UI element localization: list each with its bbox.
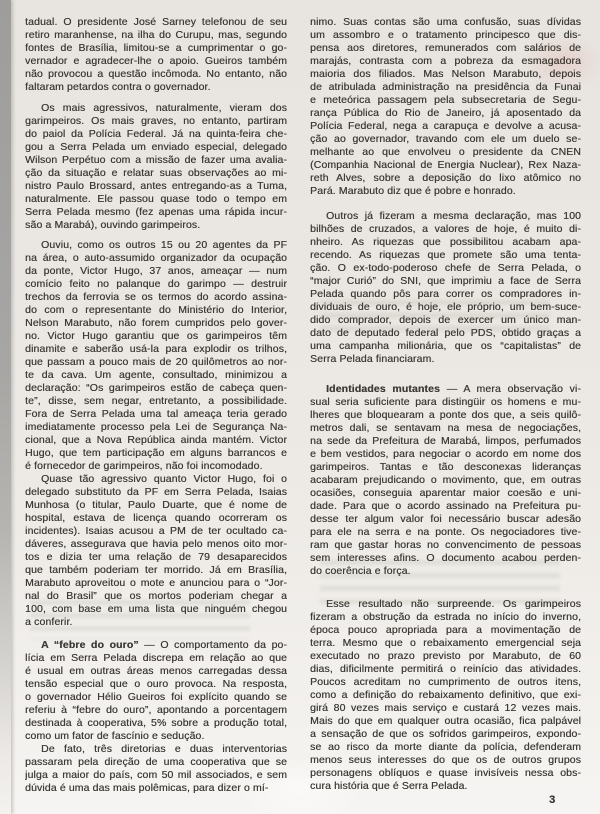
text-line: fizeram a obstrução da estrada no início do inverno, [310, 611, 581, 623]
text-line: tos e dizia ter uma relação de 79 desaparecidos [25, 551, 287, 563]
text-line: comício feito no palanque do garimpo — destruir [25, 278, 287, 290]
text-line: dinamite e saberão usá-la para explodir os trilhos, [25, 343, 287, 355]
paragraph [310, 598, 581, 793]
text-line: a sensação de que os sofridos garimpeiros, expondo- [310, 728, 581, 740]
text-line: do com o representante do Ministério do Interior, [25, 304, 287, 316]
text-line: pensa aos diretores, remunerados com salários de [310, 42, 581, 54]
text-line: ção da situação e relatar suas observações ao mi- [25, 167, 287, 179]
text-line: do coerência e força. [310, 565, 411, 577]
text-line: dáveres, assegurava que havia pelo menos oito mor- [25, 538, 287, 550]
text-line: Munhosa (o titular, Paulo Duarte, que é nome de [25, 499, 287, 511]
text-line: marajás, contrasta com a pobreza da esmagadora [310, 55, 581, 67]
text-line: nal do Brasil” que os mortos poderiam chegar a [25, 590, 287, 602]
text-line: girá 80 vezes mais serviço e custará 12 vezes mais. [310, 702, 581, 714]
text-line: é usual em outras áreas menos carregadas dessa [25, 665, 287, 677]
text-line: é fornecedor de garimpeiros, não foi incomodado. [25, 460, 263, 472]
text-line: menos seus interesses do que os de outros grupos [310, 754, 581, 766]
text-line: Wilson Perpétuo com a missão de fazer uma avalia- [25, 154, 287, 166]
text-line: como a definição do rebaixamento definitivo, que exi- [310, 689, 581, 701]
text-line: ção ao governador, travando com ele um duelo se- [310, 133, 581, 145]
text-line: a conferir. [25, 616, 73, 628]
text-line: gou a Serra Pelada um enviado especial, delegado [25, 141, 287, 153]
text-line: personagens oblíquos e quase invisíveis nessa obs- [310, 767, 581, 779]
scanner-edge-strip [0, 0, 11, 814]
text-line: sual seria suficiente para distingüir os homens e mu- [310, 396, 581, 408]
text-line: maioria dos filiados. Mas Nelson Marabuto, depois [310, 68, 581, 80]
text-line: se ao risco da morte diante da polícia, defenderam [310, 741, 581, 753]
text-line: metros dali, se sentavam na mesa de negociações, [310, 422, 581, 434]
text-line: sem interesses afins. O documento acabou perden- [310, 552, 581, 564]
text-line: época pouco apropriada para a movimentação de [310, 624, 581, 636]
text-line: e bem vestidos, para negociar o acordo em nome dos [310, 448, 581, 460]
text-line: uma campanha milionária, que os “capitalistas” de [310, 340, 581, 352]
text-line: para ele na serra e na ponte. Os negociadores tive- [310, 526, 581, 538]
text-line: Esse resultado não surpreende. Os garimpeiros [326, 598, 581, 610]
paragraph [25, 102, 287, 232]
text-line: terra. Mesmo que o rebaixamento emergencial seja [310, 637, 581, 649]
text-line: tensão especial que o ouro provoca. Na resposta, [25, 678, 287, 690]
text-line: retiro maranhense, na ilha do Curupu, mas, segundo [25, 29, 287, 41]
text-line: recendo. As riquezas que promete são uma tenta- [310, 249, 581, 261]
text-line: vernador e agradecer-lhe o apoio. Gueiros também [25, 55, 287, 67]
text-line: te”, disse, sem negar, entretanto, a possibilidade. [25, 395, 287, 407]
text-line: te da cava. Um agente, consultado, minimizou a [25, 369, 287, 381]
text-line: como um fator de fascínio e sedução. [25, 730, 205, 742]
text-line: garimpeiros. Tantas e tão desconexas lideranças [310, 461, 581, 473]
text-line: trechos da ferrovia se os termos do acordo assina- [25, 291, 287, 303]
text-line: Pelada quando pôs para correr os compradores in- [310, 288, 581, 300]
paragraph [25, 16, 287, 94]
text-line: imediatamente processo pela Lei de Segurança Na- [25, 421, 287, 433]
text-line: cura história que é Serra Pelada. [310, 780, 468, 792]
text-line: Outros já fizeram a mesma declaração, mas 100 [326, 210, 581, 222]
text-line: Identidades mutantes — A mera observação vi- [326, 383, 581, 395]
text-line: no. Victor Hugo garantiu que os garimpeiros têm [25, 330, 287, 342]
text-line: executado no prazo previsto por Marabuto, de 60 [310, 650, 581, 662]
text-line: tadual. O presidente José Sarney telefonou de seu [25, 16, 287, 28]
text-line: “major Curió” do SNI, que imprimiu a face de Serra [310, 275, 581, 287]
text-line: acabaram prejudicando o movimento, que, em outras [310, 474, 581, 486]
text-line: do paiol da Polícia Federal. Já na quinta-feira che- [25, 128, 287, 140]
text-line: reth Alves, sobre a deposição do lixo atômico no [310, 172, 581, 184]
text-line: de atribulada administração na presidência da Funai [310, 81, 581, 93]
text-line: referiu à “febre do ouro”, apontando a porcentagem [25, 704, 287, 716]
text-line: cional, que a Nova República ainda mantém. Victor [25, 434, 287, 446]
text-line: hospital, estava de licença quando ocorreram os [25, 512, 287, 524]
text-line: fontes de Brasília, limitou-se a cumprimentar o go- [25, 42, 287, 54]
text-line: e meteórica passagem pela subsecretaria de Segu- [310, 94, 581, 106]
text-line: Serra Pelada financiaram. [310, 353, 435, 365]
text-line: desse ter algum valor foi necessário buscar adesão [310, 513, 581, 525]
text-line: rança Pública do Rio de Janeiro, já aposentado da [310, 107, 581, 119]
text-line: passaram pela direção de uma cooperativa que se [25, 756, 287, 768]
paragraph [310, 210, 581, 366]
text-line: o governador Hélio Gueiros foi explícito quando se [25, 691, 287, 703]
paragraph-febre-do-ouro [25, 639, 287, 743]
paragraph [310, 16, 581, 198]
text-line: declaração: “Os garimpeiros estão de cabeça quen- [25, 382, 287, 394]
text-line: Mais do que em qualquer outra ocasião, fica palpável [310, 715, 581, 727]
text-line: Ouviu, como os outros 15 ou 20 agentes da PF [41, 239, 287, 251]
text-line: dade. Para que o acordo assinado na Prefeitura pu- [310, 500, 581, 512]
text-line: 100, com base em uma lista que ninguém chegou [25, 603, 287, 615]
text-line: dúvida é uma das mais polêmicas, para dizer o mí- [25, 782, 269, 794]
text-line: A “febre do ouro” — O comportamento da po- [41, 639, 287, 651]
text-line: naturalmente. Ele passou quase todo o tempo em [25, 193, 287, 205]
text-line: que também poderiam ter morrido. Já em Brasília, [25, 564, 287, 576]
text-line: delegado substituto da PF em Serra Pelada, Isaias [25, 486, 287, 498]
text-line: dias, dificilmente permitirá o reinício das atividades. [310, 663, 581, 675]
text-line: Poucos acreditam no cumprimento de outros itens, [310, 676, 581, 688]
paragraph [25, 743, 287, 795]
text-column-left [25, 16, 287, 795]
text-line: nheiro. As riquezas que possibilitou acabam apa- [310, 236, 581, 248]
text-line: Polícia Federal, nega a carapuça e devolve a acusa- [310, 120, 581, 132]
text-line: ocasiões, conseguia aparentar maior coesão e uni- [310, 487, 581, 499]
paragraph-identidades-mutantes [310, 383, 581, 578]
text-line: faltaram petardos contra o governador. [25, 81, 211, 93]
text-line: que passam a pouco mais de 20 quilômetros ao nor- [25, 356, 287, 368]
text-line: incidentes). Isaias acusou a PM de ter ocultado ca- [25, 525, 287, 537]
text-line: julga a maior do país, com 50 mil associados, e sem [25, 769, 287, 781]
text-line: Pará. Marabuto diz que é pobre e honrado. [310, 185, 516, 197]
text-line: da ponte, Victor Hugo, 37 anos, ameaçar — num [25, 265, 287, 277]
text-line: garimpeiros. Os mais graves, no entanto, partiram [25, 115, 287, 127]
text-line: não provocou a questão incômoda. No entanto, não [25, 68, 287, 80]
text-line: De fato, três diretorias e duas interventorias [41, 743, 287, 755]
text-line: dido comprador, depois de exercer um único man- [310, 314, 581, 326]
text-line: (Companhia Nacional de Energia Nuclear), Rex Naza- [310, 159, 581, 171]
text-line: na sede da Prefeitura de Marabá, limpos, perfumados [310, 435, 581, 447]
text-line: na área, o auto-assumido organizador da ocupação [25, 252, 287, 264]
text-line: bilhões de cruzados, a valores de hoje, é muito di- [310, 223, 581, 235]
text-line: Fora de Serra Pelada uma tal ameaça teria gerado [25, 408, 287, 420]
text-line: melhante ao que envolveu o presidente da CNEN [310, 146, 581, 158]
text-line: ção. O ex-todo-poderoso chefe de Serra Pelada, o [310, 262, 581, 274]
text-line: destinada à cooperativa, 5% sobre a produção total, [25, 717, 287, 729]
text-line: são a Marabá), ouvindo garimpeiros. [25, 219, 201, 231]
text-line: Nelson Marabuto, não forem cumpridos pelo gover- [25, 317, 287, 329]
text-line: Quase tão agressivo quanto Victor Hugo, foi o [41, 473, 287, 485]
text-line: dividuais de ouro, é hoje, ele próprio, um bem-suce- [310, 301, 581, 313]
text-line: ram que gastar horas no convencimento de pessoas [310, 539, 581, 551]
text-line: Os mais agressivos, naturalmente, vieram dos [41, 102, 287, 114]
text-line: nistro Paulo Brossard, antes entregando-as a Tuma, [25, 180, 287, 192]
paragraph [25, 473, 287, 629]
text-line: lheres que bloquearam a ponte dos que, a seis quilô- [310, 409, 581, 421]
text-line: lícia em Serra Pelada discrepa em relação ao que [25, 652, 287, 664]
text-line: Hugo, que tem participação em alguns barrancos e [25, 447, 287, 459]
text-line: Serra Pelada mesmo (fez apenas uma rápida incur- [25, 206, 287, 218]
page-number: 3 [549, 794, 556, 806]
text-column-right [310, 16, 581, 793]
text-line: nimo. Suas contas são uma confusão, suas dívidas [310, 16, 581, 28]
text-line: dato de deputado federal pelo PDS, obtido graças a [310, 327, 581, 339]
paragraph [25, 239, 287, 473]
text-line: um assombro e o tratamento principesco que dis- [310, 29, 581, 41]
text-line: Marabuto aproveitou o mote e anunciou para o “Jor- [25, 577, 287, 589]
